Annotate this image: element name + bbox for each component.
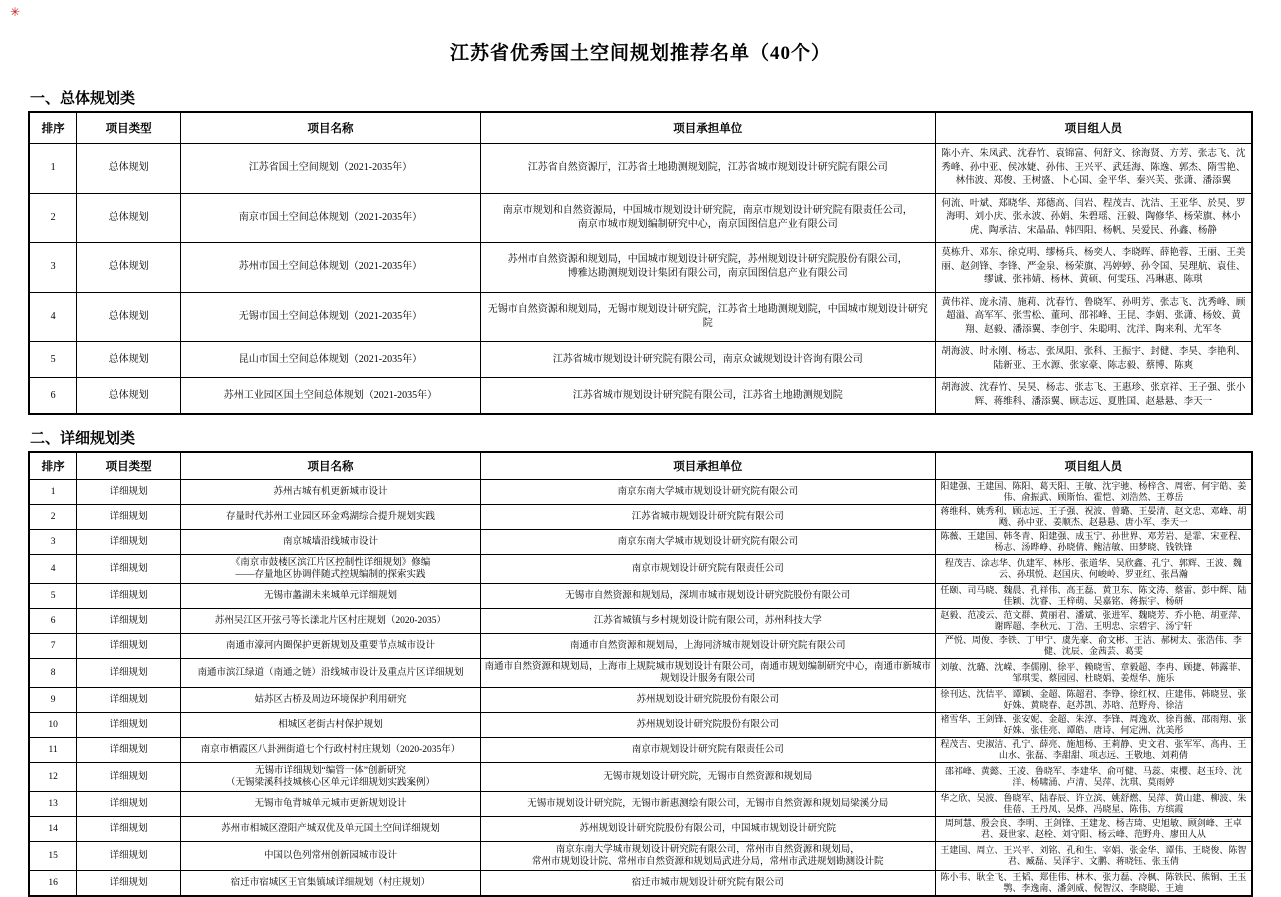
column-header: 项目类型 <box>77 112 181 144</box>
cell-project-type: 详细规划 <box>77 584 181 609</box>
cell-project-name: 苏州吴江区开弦弓等长漾北片区村庄规划（2020-2035） <box>181 609 481 634</box>
table-row <box>29 871 1252 897</box>
cell-project-name: 南京城墙沿线城市设计 <box>181 530 481 555</box>
cell-undertaking-unit: 苏州规划设计研究院股份有限公司，中国城市规划设计研究院 <box>480 817 935 842</box>
cell-project-type: 详细规划 <box>77 871 181 897</box>
table-row <box>29 842 1252 871</box>
cell-undertaking-unit: 江苏省城市规划设计研究院有限公司，南京众诚规划设计咨询有限公司 <box>480 342 935 378</box>
cell-team-members: 周珂慧、殷会良、李明、王剑锋、王建龙、杨吉琦、史旭敏、顾剑峰、王卓君、聂世家、赵栓、刘守阳、杨云峰、范野舟、廖田人从 <box>935 817 1252 842</box>
cell-undertaking-unit: 江苏省自然资源厅，江苏省土地勘测规划院，江苏省城市规划设计研究院有限公司 <box>480 144 935 194</box>
column-header: 排序 <box>29 112 77 144</box>
cell-rank: 3 <box>29 530 77 555</box>
red-stamp-icon: ✳ <box>10 5 21 19</box>
cell-rank: 13 <box>29 792 77 817</box>
cell-team-members: 程茂吉、涂志华、仇建军、林彤、张道华、吴欣鑫、孔宁、郭辉、王波、魏云、孙琪悦、赵国庆、何峻岭、罗亚红、张昌瀚 <box>935 555 1252 584</box>
column-header: 项目组人员 <box>935 452 1252 480</box>
table-row <box>29 292 1252 342</box>
table-row <box>29 584 1252 609</box>
cell-project-type: 详细规划 <box>77 609 181 634</box>
cell-project-type: 详细规划 <box>77 713 181 738</box>
table-header <box>29 452 1252 480</box>
cell-project-name: 宿迁市宿城区王官集镇域详细规划（村庄规划） <box>181 871 481 897</box>
cell-team-members: 黄伟祥、庞永清、施莉、沈春竹、鲁晓军、孙明芳、张志飞、沈秀峰、顾超溢、高军军、张雪松、董珂、邵祁峰、王昆、李娟、张潇、杨姣、黄翔、赵毅、潘添翼、李创宇、朱聪明、沈洋、陶来利、尤军冬 <box>935 292 1252 342</box>
cell-project-name: 苏州古城有机更新城市设计 <box>181 480 481 505</box>
cell-project-type: 详细规划 <box>77 842 181 871</box>
cell-undertaking-unit: 宿迁市城市规划设计研究院有限公司 <box>480 871 935 897</box>
cell-team-members: 邵祁峰、黄懿、王凌、鲁晓军、李建华、俞可健、马蕊、束樱、赵玉玲、沈洋、杨啸涌、卢清、吴萍、沈琪、莫雨婷 <box>935 763 1252 792</box>
cell-project-name: 存量时代苏州工业园区环金鸡湖综合提升规划实践 <box>181 505 481 530</box>
cell-undertaking-unit: 江苏省城市规划设计研究院有限公司，江苏省土地勘测规划院 <box>480 378 935 415</box>
header-row <box>29 452 1252 480</box>
cell-project-name: 姑苏区古桥及周边环境保护利用研究 <box>181 688 481 713</box>
cell-project-type: 总体规划 <box>77 144 181 194</box>
overall-planning-table <box>28 111 1253 415</box>
cell-project-name: 苏州市国土空间总体规划（2021-2035年） <box>181 243 481 293</box>
cell-project-name: 苏州工业园区国土空间总体规划（2021-2035年） <box>181 378 481 415</box>
table-row <box>29 530 1252 555</box>
cell-rank: 6 <box>29 378 77 415</box>
header-row <box>29 112 1252 144</box>
column-header: 项目承担单位 <box>480 112 935 144</box>
table-row <box>29 555 1252 584</box>
cell-rank: 5 <box>29 584 77 609</box>
cell-rank: 5 <box>29 342 77 378</box>
cell-undertaking-unit: 无锡市自然资源和规划局，无锡市规划设计研究院，江苏省土地勘测规划院，中国城市规划设计研究院 <box>480 292 935 342</box>
detailed-planning-table <box>28 451 1253 897</box>
cell-project-type: 详细规划 <box>77 659 181 688</box>
table-row <box>29 763 1252 792</box>
table-row <box>29 688 1252 713</box>
cell-undertaking-unit: 南通市自然资源和规划局，上海市上规院城市规划设计有限公司，南通市规划编制研究中心，南通市新城市规划设计服务有限公司 <box>480 659 935 688</box>
column-header: 排序 <box>29 452 77 480</box>
cell-undertaking-unit: 苏州市自然资源和规划局，中国城市规划设计研究院，苏州规划设计研究院股份有限公司， 博雅达勘测规划设计集团有限公司，南京国图信息产业有限公司 <box>480 243 935 293</box>
cell-project-type: 详细规划 <box>77 634 181 659</box>
table-row <box>29 480 1252 505</box>
table-header <box>29 112 1252 144</box>
cell-project-name: 苏州市相城区澄阳产城双优及单元国土空间详细规划 <box>181 817 481 842</box>
cell-rank: 2 <box>29 193 77 243</box>
cell-project-name: 南通市濠河内圈保护更新规划及重要节点城市设计 <box>181 634 481 659</box>
cell-rank: 11 <box>29 738 77 763</box>
cell-project-name: 江苏省国土空间规划（2021-2035年） <box>181 144 481 194</box>
cell-project-type: 总体规划 <box>77 193 181 243</box>
cell-team-members: 徐刊达、沈佶平、谭颖、金超、陈超君、李铮、徐红权、庄建伟、韩晓昱、张好姝、黄晓春、赵苏凯、苏晗、范野舟、徐洁 <box>935 688 1252 713</box>
cell-team-members: 陈薇、王建国、韩冬青、阳建强、成玉宁、孙世界、邓芳岩、是霏、宋亚程、杨志、汤晔峥、孙晓倩、鲍洁敏、田梦晓、钱铁锋 <box>935 530 1252 555</box>
cell-undertaking-unit: 南京市规划设计研究院有限责任公司 <box>480 555 935 584</box>
cell-rank: 4 <box>29 555 77 584</box>
cell-rank: 16 <box>29 871 77 897</box>
cell-undertaking-unit: 无锡市规划设计研究院，无锡市自然资源和规划局 <box>480 763 935 792</box>
table-row <box>29 817 1252 842</box>
table-row <box>29 713 1252 738</box>
table-row <box>29 609 1252 634</box>
column-header: 项目名称 <box>181 112 481 144</box>
cell-team-members: 何流、叶斌、郑晓华、郑德高、闫岩、程茂吉、沈洁、王亚华、於昊、罗海明、刘小庆、张永波、孙娟、朱碧瑶、汪毅、陶修华、杨荣旗、林小虎、陶承洁、宋晶晶、韩四阳、杨帆、吴爱民、孙鑫、杨静 <box>935 193 1252 243</box>
cell-undertaking-unit: 江苏省城市规划设计研究院有限公司 <box>480 505 935 530</box>
cell-team-members: 陈小韦、耿全飞、王韬、郑佳伟、林木、张力磊、冷枫、陈铁民、熊铜、王玉鹗、李逸南、潘剑威、倪智汉、李晓聪、王迪 <box>935 871 1252 897</box>
cell-rank: 1 <box>29 144 77 194</box>
cell-project-name: 无锡市国土空间总体规划（2021-2035年） <box>181 292 481 342</box>
cell-team-members: 赵毅、范凌云、范文群、黄丽君、潘斌、张进军、魏晓芳、乔小艳、胡亚萍、谢晖超、李秋元、丁浩、王明忠、宗碧宇、汤宁轩 <box>935 609 1252 634</box>
cell-rank: 14 <box>29 817 77 842</box>
cell-project-type: 总体规划 <box>77 378 181 415</box>
cell-team-members: 莫栋升、邓东、徐克明、缪杨兵、杨奕人、李晓晖、薛艳蓉、王丽、王美丽、赵剑锋、李锋、严金泉、杨荣旗、冯婷婷、孙令国、吴理航、袁佳、缪诚、张祎婧、杨林、黄硕、何雯珏、冯琳惠、陈琪 <box>935 243 1252 293</box>
cell-rank: 3 <box>29 243 77 293</box>
table-row <box>29 505 1252 530</box>
cell-undertaking-unit: 苏州规划设计研究院股份有限公司 <box>480 713 935 738</box>
column-header: 项目名称 <box>181 452 481 480</box>
cell-team-members: 王建国、周立、王兴平、刘铭、孔和生、宰娟、张金华、谭伟、王晓俊、陈智君、臧磊、吴泽宇、文鹏、蒋晓钰、张玉倩 <box>935 842 1252 871</box>
cell-undertaking-unit: 南京东南大学城市规划设计研究院有限公司 <box>480 480 935 505</box>
cell-rank: 6 <box>29 609 77 634</box>
cell-project-type: 总体规划 <box>77 243 181 293</box>
table-row <box>29 792 1252 817</box>
cell-project-name: 中国以色列常州创新园城市设计 <box>181 842 481 871</box>
cell-project-name: 南京市国土空间总体规划（2021-2035年） <box>181 193 481 243</box>
column-header: 项目类型 <box>77 452 181 480</box>
cell-rank: 15 <box>29 842 77 871</box>
cell-project-type: 详细规划 <box>77 688 181 713</box>
cell-project-type: 详细规划 <box>77 530 181 555</box>
cell-undertaking-unit: 南通市自然资源和规划局，上海同济城市规划设计研究院有限公司 <box>480 634 935 659</box>
cell-team-members: 蒋维科、姚秀利、顾志远、王子强、祝波、曾璐、王晏清、赵文忠、邓峰、胡飏、孙中亚、姜顺杰、赵悬悬、唐小军、李天一 <box>935 505 1252 530</box>
cell-undertaking-unit: 南京东南大学城市规划设计研究院有限公司，常州市自然资源和规划局， 常州市规划设计院、常州市自然资源和规划局武进分局，常州市武进规划勘测设计院 <box>480 842 935 871</box>
cell-project-type: 详细规划 <box>77 505 181 530</box>
cell-team-members: 刘敏、沈璐、沈嵘、李儒刚、徐平、赖晓雪、章毅超、李冉、顾捷、韩露菲、邹琪雯、蔡园园、杜晓娟、姜煜华、施乐 <box>935 659 1252 688</box>
cell-team-members: 胡海波、沈春竹、吴昊、杨志、张志飞、王惠珍、张京祥、王子强、张小辉、蒋维科、潘添翼、顾志远、夏胜国、赵悬悬、李天一 <box>935 378 1252 415</box>
cell-rank: 12 <box>29 763 77 792</box>
cell-project-name: 无锡市龟背城单元城市更新规划设计 <box>181 792 481 817</box>
cell-project-type: 总体规划 <box>77 292 181 342</box>
cell-project-name: 无锡市蠡湖未来城单元详细规划 <box>181 584 481 609</box>
cell-project-name: 《南京市鼓楼区滨江片区控制性详细规划》修编 ——存量地区协调伴随式控规编制的探索实践 <box>181 555 481 584</box>
column-header: 项目组人员 <box>935 112 1252 144</box>
cell-undertaking-unit: 江苏省城镇与乡村规划设计院有限公司，苏州科技大学 <box>480 609 935 634</box>
cell-rank: 10 <box>29 713 77 738</box>
cell-project-name: 相城区老街古村保护规划 <box>181 713 481 738</box>
cell-project-type: 详细规划 <box>77 763 181 792</box>
cell-undertaking-unit: 南京市规划和自然资源局，中国城市规划设计研究院，南京市规划设计研究院有限责任公司， 南京市城市规划编制研究中心，南京国图信息产业有限公司 <box>480 193 935 243</box>
cell-rank: 9 <box>29 688 77 713</box>
table-row <box>29 193 1252 243</box>
cell-project-type: 详细规划 <box>77 738 181 763</box>
cell-project-name: 无锡市详细规划“编管一体”创新研究 （无锡梁溪科技城核心区单元详细规划实践案例） <box>181 763 481 792</box>
table-row <box>29 144 1252 194</box>
cell-team-members: 任颐、司马晓、魏晨、孔祥伟、高王磊、黄卫东、陈文涛、蔡雷、彭中辉、陆佳颖、沈睿、王梓萌、吴嘉铭、蒋振宇、杨研 <box>935 584 1252 609</box>
cell-team-members: 严悦、周俊、李铁、丁甲宁、虞先豪、俞文彬、王洁、郝树太、张浩伟、李健、沈辰、金茜芸、葛雯 <box>935 634 1252 659</box>
cell-undertaking-unit: 无锡市自然资源和规划局，深圳市城市规划设计研究院股份有限公司 <box>480 584 935 609</box>
table-row <box>29 659 1252 688</box>
table-row <box>29 738 1252 763</box>
cell-undertaking-unit: 无锡市规划设计研究院，无锡市新惠测绘有限公司，无锡市自然资源和规划局梁溪分局 <box>480 792 935 817</box>
cell-project-type: 详细规划 <box>77 792 181 817</box>
cell-team-members: 华之欣、吴波、鲁晓军、陆春辰、许立滨、姚舒燃、吴萍、黄山建、柳波、朱佳蓓、王丹凤、吴烨、冯晓星、陈伟、方缤霞 <box>935 792 1252 817</box>
cell-project-name: 南京市栖霞区八卦洲街道七个行政村村庄规划（2020-2035年） <box>181 738 481 763</box>
column-header: 项目承担单位 <box>480 452 935 480</box>
table-row <box>29 634 1252 659</box>
cell-project-type: 详细规划 <box>77 480 181 505</box>
cell-project-name: 南通市滨江绿道（南通之链）沿线城市设计及重点片区详细规划 <box>181 659 481 688</box>
cell-rank: 7 <box>29 634 77 659</box>
table-row <box>29 378 1252 415</box>
cell-team-members: 程茂吉、史淑洁、孔宁、薛亮、施旭杨、王莉静、史文君、张军军、高冉、王山水、张磊、李甜甜、项志远、王敬地、刘莉倩 <box>935 738 1252 763</box>
cell-rank: 1 <box>29 480 77 505</box>
table-row <box>29 342 1252 378</box>
cell-team-members: 胡海波、时永刚、杨志、张凤阳、张科、王振宇、封健、李昊、李艳利、陆新亚、王水源、张家豪、陈志毅、蔡博、陈爽 <box>935 342 1252 378</box>
section-heading-overall: 一、总体规划类 <box>30 91 136 107</box>
cell-project-type: 总体规划 <box>77 342 181 378</box>
cell-undertaking-unit: 南京市规划设计研究院有限责任公司 <box>480 738 935 763</box>
cell-project-type: 详细规划 <box>77 555 181 584</box>
cell-rank: 8 <box>29 659 77 688</box>
table-body <box>29 480 1252 897</box>
cell-team-members: 阳建强、王建国、陈阳、葛天阳、王敏、沈宇驰、杨梓含、周密、何宇皓、姜伟、俞振武、顾斯怡、霍恺、刘浩然、王尊岳 <box>935 480 1252 505</box>
cell-undertaking-unit: 苏州规划设计研究院股份有限公司 <box>480 688 935 713</box>
cell-project-type: 详细规划 <box>77 817 181 842</box>
cell-team-members: 褚雪华、王剑锋、张安妮、金超、朱淳、李锋、周逸欢、徐肖薇、邵雨翔、张好姝、张佳亮、谭皓、唐诗、何定洲、沈美彤 <box>935 713 1252 738</box>
cell-team-members: 陈小卉、朱凤武、沈春竹、袁锦富、何舒文、徐海贤、方芳、张志飞、沈秀峰、孙中亚、侯冰婕、孙伟、王兴平、武廷海、陈逸、郭杰、隋雪艳、林伟波、郑俊、王树盛、卜心国、金平华、秦兴芙、张潇、潘添翼 <box>935 144 1252 194</box>
page-title: 江苏省优秀国土空间规划推荐名单（40个） <box>449 43 831 64</box>
section-heading-detailed: 二、详细规划类 <box>30 431 136 447</box>
cell-undertaking-unit: 南京东南大学城市规划设计研究院有限公司 <box>480 530 935 555</box>
table-row <box>29 243 1252 293</box>
cell-project-name: 昆山市国土空间总体规划（2021-2035年） <box>181 342 481 378</box>
cell-rank: 4 <box>29 292 77 342</box>
cell-rank: 2 <box>29 505 77 530</box>
table-body <box>29 144 1252 415</box>
